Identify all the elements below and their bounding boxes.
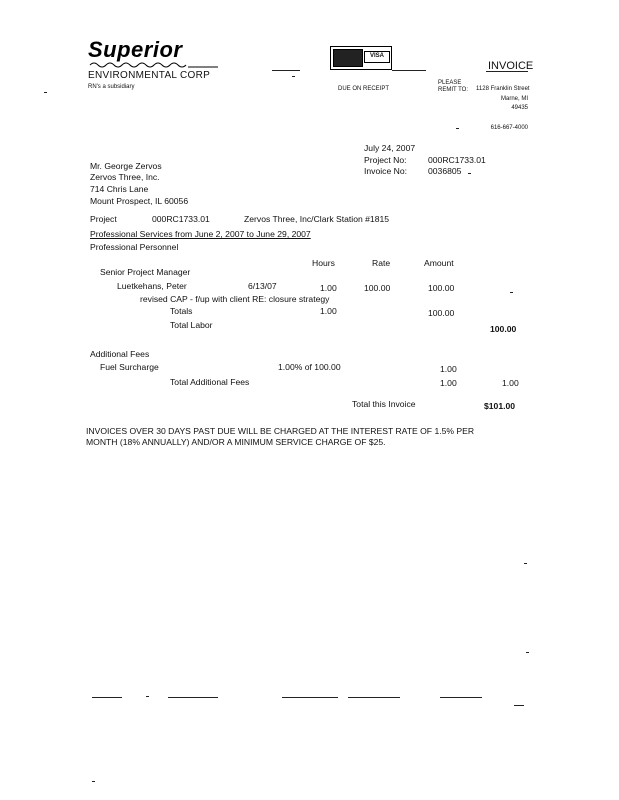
logo-wave-line bbox=[88, 60, 220, 70]
company-name: ENVIRONMENTAL CORP bbox=[88, 70, 211, 81]
footer-rule bbox=[440, 697, 482, 698]
employee-name: Luetkehans, Peter bbox=[117, 281, 187, 291]
visa-card-logo: VISA bbox=[364, 51, 390, 63]
scan-speck bbox=[510, 292, 513, 293]
scan-speck bbox=[456, 128, 459, 129]
remit-line-1: 1128 Franklin Street bbox=[476, 86, 530, 92]
col-hours: Hours bbox=[312, 258, 335, 268]
invoice-title-rule bbox=[486, 71, 528, 72]
scan-speck bbox=[44, 92, 47, 93]
company-tagline: RN's a subsidiary bbox=[88, 84, 135, 90]
scan-speck bbox=[526, 652, 529, 653]
project-label: Project bbox=[90, 214, 117, 224]
labor-amount: 100.00 bbox=[428, 283, 455, 293]
scan-speck bbox=[468, 173, 471, 174]
scan-speck bbox=[146, 696, 149, 697]
labor-description: revised CAP - f/up with client RE: closure strategy bbox=[140, 294, 330, 304]
project-no-value: 000RC1733.01 bbox=[428, 155, 486, 165]
fee-calc: 1.00% of 100.00 bbox=[278, 362, 341, 372]
fees-total-label: Total Additional Fees bbox=[170, 377, 250, 387]
remit-line-2: Marne, MI bbox=[500, 96, 528, 102]
fees-heading: Additional Fees bbox=[90, 349, 150, 359]
header-rule bbox=[272, 70, 300, 71]
bill-to-line: Mount Prospect, IL 60056 bbox=[90, 196, 189, 206]
due-on-receipt: DUE ON RECEIPT bbox=[338, 86, 390, 92]
invoice-no-value: 0036805 bbox=[428, 166, 462, 176]
card-logo-left bbox=[333, 49, 363, 67]
labor-rate: 100.00 bbox=[364, 283, 391, 293]
col-rate: Rate bbox=[372, 258, 391, 268]
footer-rule bbox=[282, 697, 338, 698]
personnel-heading: Professional Personnel bbox=[90, 242, 179, 252]
bill-to-line: Mr. George Zervos bbox=[90, 161, 162, 171]
total-labor-label: Total Labor bbox=[170, 320, 213, 330]
totals-hours: 1.00 bbox=[320, 306, 337, 316]
fees-total-amount: 1.00 bbox=[440, 378, 457, 388]
footer-rule bbox=[514, 705, 524, 706]
role-label: Senior Project Manager bbox=[100, 267, 191, 277]
footer-rule bbox=[168, 697, 218, 698]
project-name: Zervos Three, Inc/Clark Station #1815 bbox=[244, 214, 390, 224]
totals-amount: 100.00 bbox=[428, 308, 455, 318]
fees-total-right: 1.00 bbox=[502, 378, 519, 388]
header-rule-2 bbox=[392, 70, 426, 71]
bill-to-line: Zervos Three, Inc. bbox=[90, 172, 160, 182]
invoice-no-label: Invoice No: bbox=[364, 166, 407, 176]
invoice-total-label: Total this Invoice bbox=[352, 399, 416, 409]
invoice-date: July 24, 2007 bbox=[364, 143, 416, 153]
remit-label: PLEASE REMIT TO: bbox=[438, 80, 469, 93]
remit-line-3: 49435 bbox=[511, 105, 528, 111]
labor-hours: 1.00 bbox=[320, 283, 337, 293]
total-labor-amount: 100.00 bbox=[490, 324, 517, 334]
logo-wordmark: Superior bbox=[88, 37, 183, 62]
invoice-title: INVOICE bbox=[488, 60, 534, 72]
fee-amount: 1.00 bbox=[440, 364, 457, 374]
scan-speck bbox=[92, 781, 95, 782]
remit-phone: 616-667-4000 bbox=[490, 125, 528, 131]
scan-speck bbox=[524, 563, 527, 564]
fee-item: Fuel Surcharge bbox=[100, 362, 159, 372]
late-payment-notice: INVOICES OVER 30 DAYS PAST DUE WILL BE CHARGED AT THE INTEREST RATE OF 1.5% PER MONTH (18% ANNUALLY) AND/OR A MINIMUM SERVICE CHARGE OF $25. bbox=[86, 426, 475, 447]
labor-date: 6/13/07 bbox=[248, 281, 277, 291]
footer-rule bbox=[348, 697, 400, 698]
col-amount: Amount bbox=[424, 258, 454, 268]
services-heading: Professional Services from June 2, 2007 to June 29, 2007 bbox=[90, 229, 311, 239]
totals-label: Totals bbox=[170, 306, 193, 316]
bill-to-line: 714 Chris Lane bbox=[90, 184, 149, 194]
invoice-total-amount: $101.00 bbox=[484, 401, 516, 411]
scan-speck bbox=[292, 76, 295, 77]
project-number: 000RC1733.01 bbox=[152, 214, 210, 224]
footer-rule bbox=[92, 697, 122, 698]
project-no-label: Project No: bbox=[364, 155, 407, 165]
